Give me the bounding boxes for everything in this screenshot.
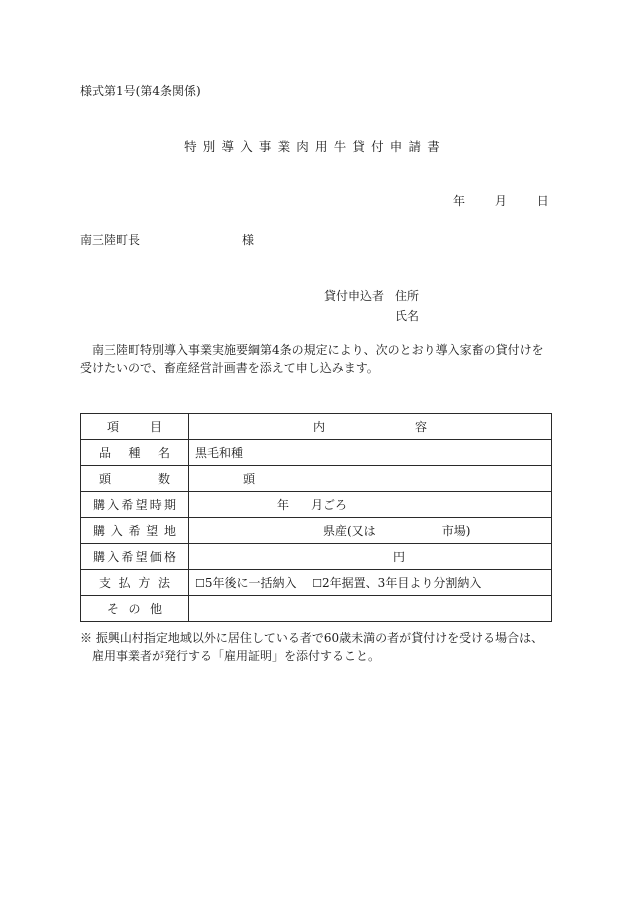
place-market: 市場) — [441, 524, 471, 538]
date-day-label: 日 — [536, 194, 549, 208]
breed-value: 黒毛和種 — [189, 440, 552, 466]
period-month-unit: 月ごろ — [311, 498, 348, 512]
table-row-other — [81, 596, 552, 622]
form-number: 様式第1号(第4条関係) — [80, 84, 201, 98]
payment-options — [189, 570, 552, 596]
price-label: 購入希望価格 — [81, 544, 189, 570]
table-row-price — [81, 544, 552, 570]
payment-option-installment: 2年据置、3年目より分割納入 — [322, 576, 482, 590]
table-row-payment — [81, 570, 552, 596]
application-details-table — [80, 413, 552, 622]
table-row-breed — [81, 440, 552, 466]
other-value — [189, 596, 552, 622]
header-content — [189, 414, 552, 440]
payment-label: 支払方法 — [81, 570, 189, 596]
period-label: 購入希望時期 — [81, 492, 189, 518]
date-line — [453, 192, 549, 209]
other-label: その他 — [81, 596, 189, 622]
date-year-label: 年 — [453, 194, 466, 208]
header-content-right: 容 — [415, 420, 428, 434]
checkbox-icon[interactable]: ☐ — [312, 577, 323, 590]
applicant-address-label: 住所 — [395, 289, 420, 303]
date-month-label: 月 — [494, 194, 507, 208]
header-item: 項目 — [81, 414, 189, 440]
addressee-honorific: 様 — [242, 233, 255, 247]
table-row-period — [81, 492, 552, 518]
count-unit: 頭 — [189, 466, 552, 492]
count-label: 頭数 — [81, 466, 189, 492]
note-text: ※ 振興山村指定地域以外に居住している者で60歳未満の者が貸付けを受ける場合は、雇用事業者が発行する「雇用証明」を添付すること。 — [80, 631, 544, 663]
applicant-name-label: 氏名 — [395, 309, 420, 323]
table-row-place — [81, 518, 552, 544]
period-year-unit: 年 — [277, 498, 290, 512]
checkbox-icon[interactable]: ☐ — [195, 577, 205, 590]
place-prefecture: 県産(又は — [323, 524, 376, 538]
period-value — [189, 492, 552, 518]
place-value — [189, 518, 552, 544]
header-content-left: 内 — [312, 420, 325, 434]
breed-label: 品種名 — [81, 440, 189, 466]
place-label: 購入希望地 — [81, 518, 189, 544]
price-unit: 円 — [189, 544, 552, 570]
addressee-name: 南三陸町長 — [80, 233, 141, 247]
document-title: 特別導入事業肉用牛貸付申請書 — [184, 139, 446, 154]
payment-option-lump-sum: 5年後に一括納入 — [204, 576, 297, 590]
application-body-text: 南三陸町特別導入事業実施要綱第4条の規定により、次のとおり導入家畜の貸付けを受けたいので、畜産経営計画書を添えて申し込みます。 — [80, 343, 544, 375]
applicant-label: 貸付申込者 — [324, 289, 385, 303]
table-row-count — [81, 466, 552, 492]
table-header-row — [81, 414, 552, 440]
